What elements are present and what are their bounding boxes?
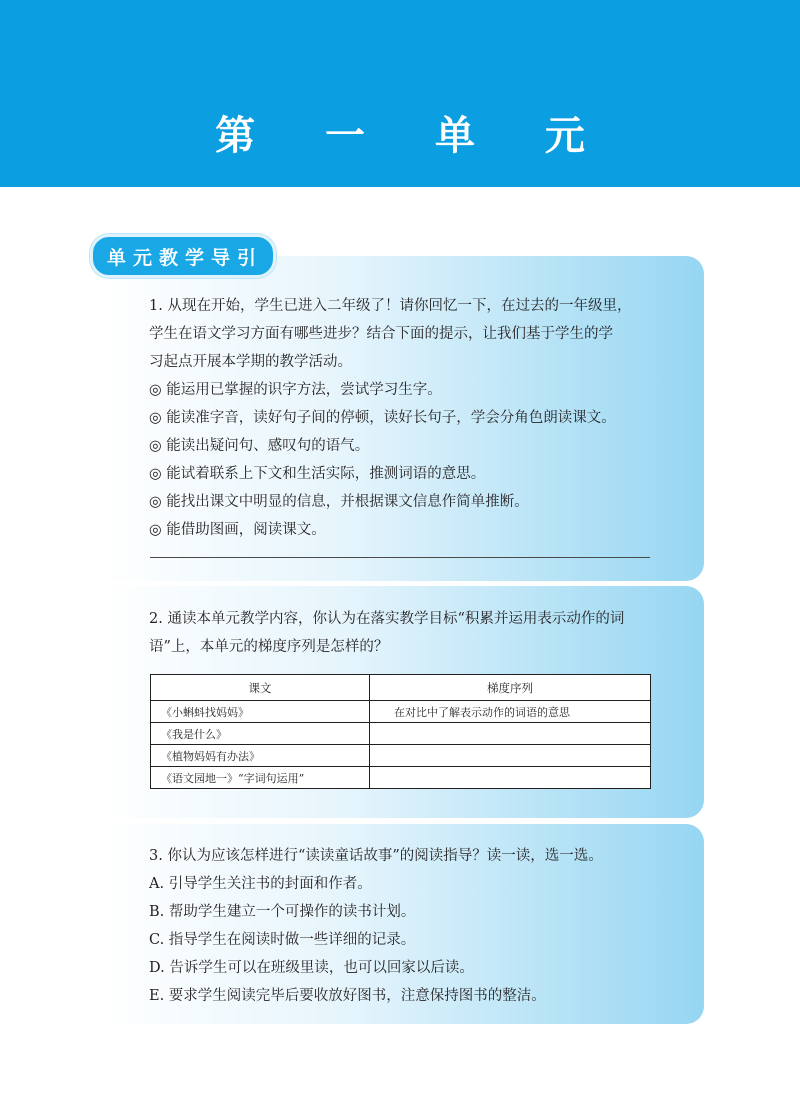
column-header-sequence: 梯度序列 <box>370 675 651 701</box>
option-e[interactable]: E. 要求学生阅读完毕后要收放好图书，注意保持图书的整洁。 <box>149 988 546 1004</box>
hint-item: ◎ 能找出课文中明显的信息，并根据课文信息作简单推断。 <box>149 494 529 510</box>
table-row <box>151 745 651 767</box>
column-header-text: 课文 <box>151 675 370 701</box>
table-row <box>151 767 651 789</box>
unit-guide-badge <box>90 234 276 278</box>
hint-item: ◎ 能试着联系上下文和生活实际，推测词语的意思。 <box>149 466 486 482</box>
gradient-sequence-table <box>150 674 651 789</box>
question-2-line-2: 语”上，本单元的梯度序列是怎样的？ <box>149 639 389 655</box>
table-cell-text: 《我是什么》 <box>151 723 370 745</box>
hint-item: ◎ 能运用已掌握的识字方法，尝试学习生字。 <box>149 382 442 398</box>
table-row <box>151 723 651 745</box>
table-row <box>151 701 651 723</box>
option-c[interactable]: C. 指导学生在阅读时做一些详细的记录。 <box>149 932 416 948</box>
table-cell-sequence[interactable] <box>370 723 651 745</box>
table-cell-text: 《植物妈妈有办法》 <box>151 745 370 767</box>
table-cell-sequence[interactable] <box>370 745 651 767</box>
option-d[interactable]: D. 告诉学生可以在班级里读，也可以回家以后读。 <box>149 960 474 976</box>
answer-line[interactable] <box>150 557 650 558</box>
question-3: 3. 你认为应该怎样进行“读读童话故事”的阅读指导？读一读，选一选。 <box>149 848 603 864</box>
hint-item: ◎ 能借助图画，阅读课文。 <box>149 522 326 538</box>
unit-title: 第 一 单 元 <box>215 112 613 159</box>
table-cell-sequence[interactable]: 在对比中了解表示动作的词语的意思 <box>370 701 651 723</box>
hint-item: ◎ 能读准字音，读好句子间的停顿，读好长句子，学会分角色朗读课文。 <box>149 410 616 426</box>
table-cell-text: 《语文园地一》“字词句运用” <box>151 767 370 789</box>
table-header-row <box>151 675 651 701</box>
hint-item: ◎ 能读出疑问句、感叹句的语气。 <box>149 438 370 454</box>
question-2-line-1: 2. 通读本单元教学内容，你认为在落实教学目标“积累并运用表示动作的词 <box>149 611 625 627</box>
unit-guide-label: 单元教学导引 <box>107 246 264 269</box>
table-cell-text: 《小蝌蚪找妈妈》 <box>151 701 370 723</box>
option-b[interactable]: B. 帮助学生建立一个可操作的读书计划。 <box>149 904 416 920</box>
question-1-line-3: 习起点开展本学期的教学活动。 <box>149 354 352 370</box>
option-a[interactable]: A. 引导学生关注书的封面和作者。 <box>149 876 372 892</box>
table-cell-sequence[interactable] <box>370 767 651 789</box>
question-1-line-2: 学生在语文学习方面有哪些进步？结合下面的提示，让我们基于学生的学 <box>149 326 613 342</box>
question-1-line-1: 1. 从现在开始，学生已进入二年级了！请你回忆一下，在过去的一年级里， <box>149 298 632 314</box>
